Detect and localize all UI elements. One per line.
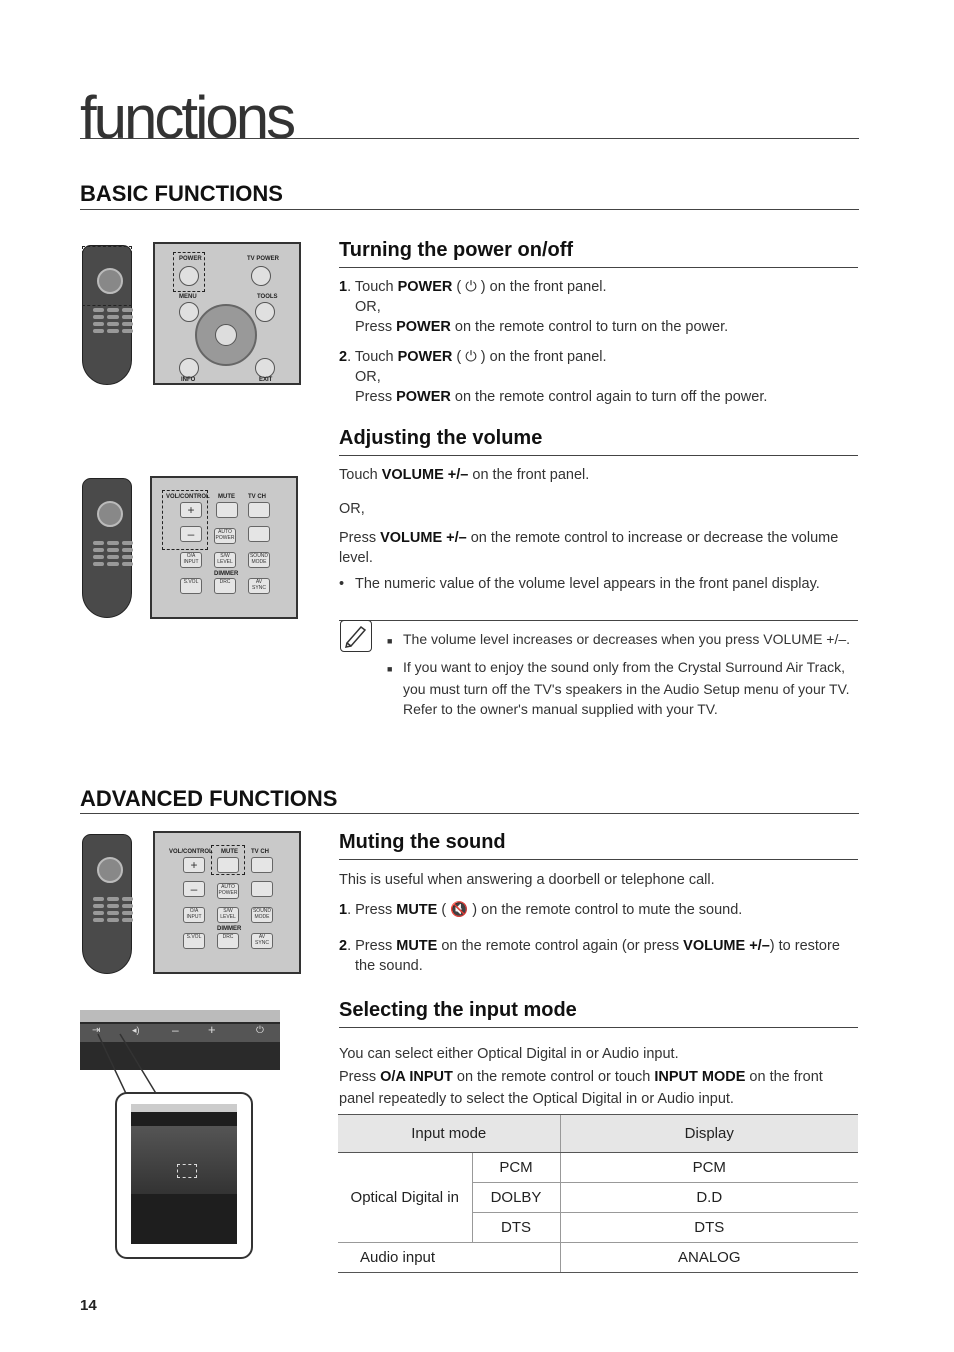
input-mode-icon: ⇥ — [92, 1025, 101, 1036]
zoom-drc: DRC — [214, 578, 236, 594]
zoom-label-power: POWER — [179, 256, 202, 262]
subheading-rule-input — [339, 1027, 858, 1028]
volume-plus-icon: + — [208, 1022, 216, 1037]
zoom-oa-input: O/A INPUT — [183, 907, 205, 923]
volume-bullet: • The numeric value of the volume level appears in the front panel display. — [339, 576, 820, 592]
table-cell-display: ANALOG — [560, 1243, 858, 1273]
section-rule-basic — [80, 209, 859, 210]
power-step-1: 1. Touch POWER ( ⏻ ) on the front panel. OR, Press POWER on the remote control to turn on the power. — [339, 279, 729, 335]
zoom-label-vol-control: VOL/CONTROL — [169, 849, 213, 855]
info-icon — [179, 358, 199, 378]
subheading-volume: Adjusting the volume — [339, 427, 543, 449]
zoom-svol: S.VOL — [180, 578, 202, 594]
remote-highlight-box — [82, 246, 132, 306]
section-rule-advanced — [80, 813, 859, 814]
zoom-label-tv-ch: TV CH — [248, 494, 266, 500]
zoom-label-vol-control: VOL/CONTROL — [166, 494, 210, 500]
input-line-2: Press O/A INPUT on the remote control or touch INPUT MODE on the front panel repeatedly to select the Optical Digital in or Audio input. — [339, 1069, 823, 1107]
subheading-rule-volume — [339, 455, 858, 456]
power-symbol-icon: ⏻ — [465, 349, 477, 365]
zoom-label-tv-power: TV POWER — [247, 256, 280, 262]
page-number: 14 — [80, 1297, 97, 1314]
volume-up-icon: + — [183, 857, 205, 873]
zoom-auto-power: AUTO POWER — [217, 883, 239, 899]
power-symbol-icon: ⏻ — [465, 279, 477, 295]
zoom-oa-input: O/A INPUT — [180, 552, 202, 568]
power-step-2: 2. Touch POWER ( ⏻ ) on the front panel. OR, Press POWER on the remote control again to turn off the power. — [339, 349, 768, 405]
mute-step-2: 2. Press MUTE on the remote control again (or press VOLUME +/–) to restore the sound. — [339, 938, 840, 974]
volume-up-icon: + — [180, 502, 202, 518]
remote-zoom-volume — [150, 476, 298, 619]
subheading-rule-mute — [339, 859, 858, 860]
volume-line-2: Press VOLUME +/– on the remote control to increase or decrease the volume level. — [339, 530, 839, 566]
section-heading-basic: BASIC FUNCTIONS — [80, 181, 283, 206]
zoom-av-sync: AV SYNC — [251, 933, 273, 949]
input-mode-table — [338, 1114, 858, 1273]
note-item-2: ■ If you want to enjoy the sound only from the Crystal Surround Air Track, you must turn off the TV's speakers in the Audio Setup menu of your TV. Refer to the owner's manual supplied with your TV. — [387, 659, 850, 717]
exit-icon — [255, 358, 275, 378]
mute-step-1: 1. Press MUTE ( 🔇 ) on the remote control to mute the sound. — [339, 902, 743, 918]
section-heading-advanced: ADVANCED FUNCTIONS — [80, 786, 338, 811]
subheading-input: Selecting the input mode — [339, 999, 577, 1021]
power-icon — [179, 266, 199, 286]
zoom-av-sync: AV SYNC — [248, 578, 270, 594]
navigation-pad-icon — [195, 304, 257, 366]
volume-down-icon: – — [183, 881, 205, 897]
table-cell-mode: DTS — [472, 1213, 560, 1243]
zoom-sw-level: S/W LEVEL — [217, 907, 239, 923]
subheading-rule-power — [339, 267, 858, 268]
panel-power-icon: ⏻ — [256, 1025, 264, 1036]
title-rule — [80, 138, 859, 139]
zoom-label-tools: TOOLS — [257, 294, 278, 300]
table-cell-display: DTS — [560, 1213, 858, 1243]
page-title: functions — [80, 84, 294, 151]
table-cell-display: D.D — [560, 1183, 858, 1213]
table-cell-mode: PCM — [472, 1153, 560, 1183]
table-cell-mode: Audio input — [338, 1243, 560, 1273]
zoom-label-mute: MUTE — [221, 849, 238, 855]
volume-line-1: Touch VOLUME +/– on the front panel. — [339, 467, 590, 483]
mute-intro: This is useful when answering a doorbell or telephone call. — [339, 872, 715, 888]
subheading-power: Turning the power on/off — [339, 239, 574, 261]
remote-zoom-mute — [153, 831, 301, 974]
zoom-auto-power: AUTO POWER — [214, 528, 236, 544]
table-cell-display: PCM — [560, 1153, 858, 1183]
mute-symbol-icon: 🔇 — [450, 902, 469, 918]
zoom-drc: DRC — [217, 933, 239, 949]
zoom-label-dimmer: DIMMER — [217, 926, 242, 932]
volume-or: OR, — [339, 501, 365, 517]
subheading-mute: Muting the sound — [339, 831, 506, 853]
input-mode-zoom-icon — [177, 1164, 197, 1178]
zoom-sound-mode: SOUND MODE — [248, 552, 270, 568]
mute-icon — [216, 502, 238, 518]
channel-down-icon — [251, 881, 273, 897]
note-pencil-icon — [340, 620, 372, 652]
channel-up-icon — [248, 502, 270, 518]
note-rule — [339, 620, 858, 621]
zoom-sw-level: S/W LEVEL — [214, 552, 236, 568]
remote-illustration-volume — [82, 478, 132, 618]
zoom-label-tv-ch: TV CH — [251, 849, 269, 855]
speaker-icon: ◂) — [132, 1025, 140, 1035]
zoom-label-exit: EXIT — [259, 377, 273, 383]
menu-icon — [179, 302, 199, 322]
remote-illustration-mute — [82, 834, 132, 974]
zoom-label-mute: MUTE — [218, 494, 235, 500]
volume-minus-icon: – — [172, 1023, 179, 1037]
mute-icon — [217, 857, 239, 873]
channel-down-icon — [248, 526, 270, 542]
table-header-input-mode: Input mode — [338, 1115, 560, 1153]
channel-up-icon — [251, 857, 273, 873]
zoom-sound-mode: SOUND MODE — [251, 907, 273, 923]
zoom-svol: S.VOL — [183, 933, 205, 949]
table-cell-group: Optical Digital in — [338, 1153, 472, 1243]
table-cell-mode: DOLBY — [472, 1183, 560, 1213]
table-header-display: Display — [560, 1115, 858, 1153]
zoom-label-dimmer: DIMMER — [214, 571, 239, 577]
table-row — [338, 1153, 858, 1183]
zoom-label-menu: MENU — [179, 294, 197, 300]
remote-zoom-power — [153, 242, 301, 385]
input-line-1: You can select either Optical Digital in or Audio input. — [339, 1046, 679, 1062]
zoom-label-info: INFO — [181, 377, 196, 383]
tv-power-icon — [251, 266, 271, 286]
volume-down-icon: – — [180, 526, 202, 542]
table-row — [338, 1243, 858, 1273]
tools-icon — [255, 302, 275, 322]
note-item-1: ■ The volume level increases or decreases when you press VOLUME +/–. — [387, 631, 851, 647]
panel-zoom-callout — [115, 1092, 253, 1259]
